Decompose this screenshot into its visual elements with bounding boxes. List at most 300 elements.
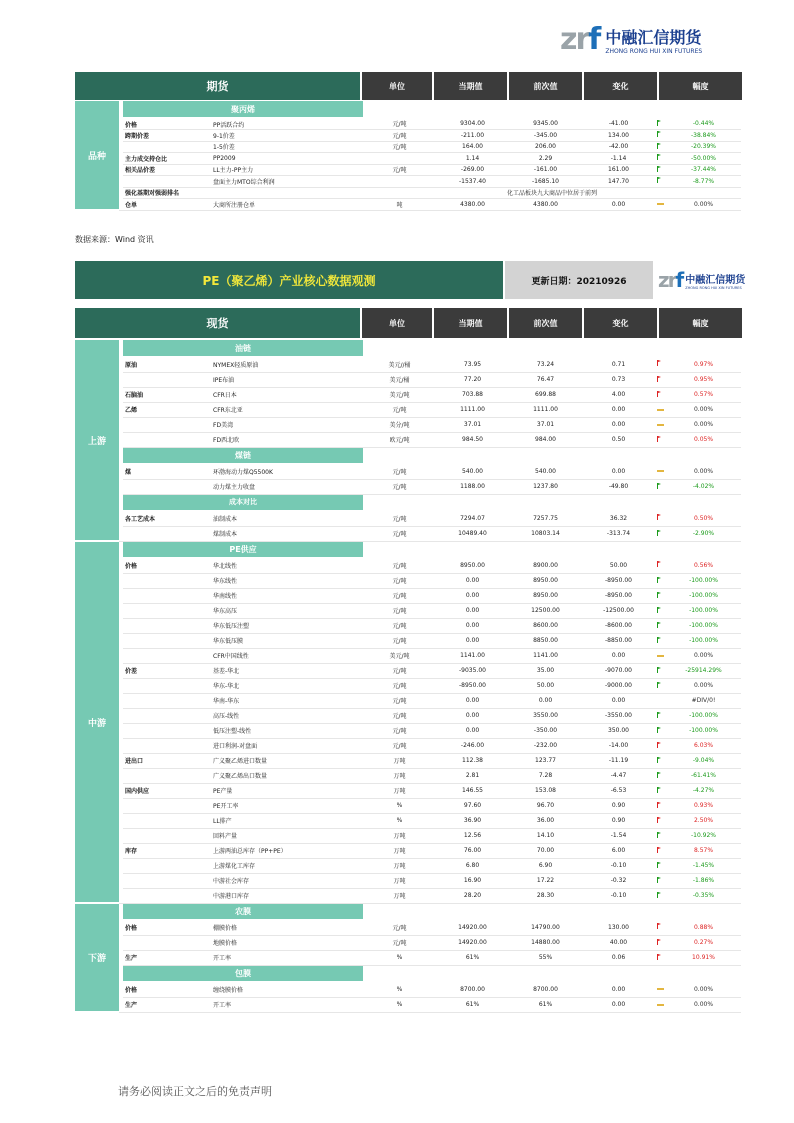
row-pct: -1.45%	[666, 858, 741, 873]
flat-bar-icon	[657, 988, 664, 990]
table-row	[75, 768, 741, 783]
row-category	[123, 141, 211, 153]
row-change: 40.00	[582, 935, 655, 950]
title-logo	[658, 268, 745, 292]
row-item: NYMEX轻质原油	[211, 357, 363, 372]
row-unit: 元/吨	[363, 479, 436, 494]
row-previous: -345.00	[509, 130, 582, 142]
row-category	[123, 573, 211, 588]
row-flag	[655, 783, 666, 798]
flag-down-icon	[657, 577, 662, 583]
row-previous: 3550.00	[509, 708, 582, 723]
row-change: 0.90	[582, 813, 655, 828]
row-category: 价格	[123, 982, 211, 997]
row-category: 原油	[123, 357, 211, 372]
data-source: 数据来源：Wind 资讯	[75, 235, 154, 244]
header-previous: 前次值	[509, 72, 582, 100]
row-previous: 9345.00	[509, 118, 582, 130]
flag-down-icon	[657, 607, 662, 613]
row-pct: -8.77%	[666, 176, 741, 188]
row-unit: 元/吨	[363, 573, 436, 588]
row-item: 9-1价差	[211, 130, 363, 142]
table-row	[75, 858, 741, 873]
row-current: 164.00	[436, 141, 509, 153]
zone-label: 下游	[75, 903, 119, 1012]
row-previous: 8850.00	[509, 633, 582, 648]
row-flag	[655, 618, 666, 633]
row-category	[123, 618, 211, 633]
sub-header-row	[75, 494, 741, 511]
header2-main: 现货	[75, 308, 360, 338]
row-item: 1-5价差	[211, 141, 363, 153]
row-flag	[655, 828, 666, 843]
zone-label: 上游	[75, 340, 119, 541]
row-previous: -350.00	[509, 723, 582, 738]
row-pct: -100.00%	[666, 723, 741, 738]
row-unit: 元/吨	[363, 708, 436, 723]
row-change: -8950.00	[582, 588, 655, 603]
row-pct: -100.00%	[666, 603, 741, 618]
table-row	[75, 648, 741, 663]
flag-down-icon	[657, 592, 662, 598]
row-unit: %	[363, 950, 436, 965]
row-unit: 元/吨	[363, 920, 436, 935]
table-row	[75, 588, 741, 603]
table-row	[75, 372, 741, 387]
table-row	[75, 618, 741, 633]
row-current: 146.55	[436, 783, 509, 798]
row-change: 0.00	[582, 693, 655, 708]
row-item: 煤制成本	[211, 526, 363, 541]
flag-up-icon	[657, 561, 662, 567]
row-item: 缠绕膜价格	[211, 982, 363, 997]
row-item: PE产量	[211, 783, 363, 798]
row-unit: %	[363, 997, 436, 1012]
row-pct: 0.93%	[666, 798, 741, 813]
table-row	[75, 118, 741, 130]
row-pct: 0.00%	[666, 997, 741, 1012]
flag-up-icon	[657, 514, 662, 520]
row-unit: 元/吨	[363, 693, 436, 708]
row-change: 0.00	[582, 997, 655, 1012]
row-item: PE开工率	[211, 798, 363, 813]
row-current: 10489.40	[436, 526, 509, 541]
header-current: 当期值	[434, 72, 507, 100]
row-pct: -25914.29%	[666, 663, 741, 678]
row-category: 库存	[123, 843, 211, 858]
row-pct: -100.00%	[666, 708, 741, 723]
row-previous: 984.00	[509, 432, 582, 447]
row-current: 0.00	[436, 723, 509, 738]
row-pct: -4.02%	[666, 479, 741, 494]
row-change: -3550.00	[582, 708, 655, 723]
flag-up-icon	[657, 847, 662, 853]
row-item: 大商所注册仓单	[211, 199, 363, 211]
row-current: 1188.00	[436, 479, 509, 494]
row-flag	[655, 997, 666, 1012]
row-pct: 0.56%	[666, 558, 741, 573]
row-flag	[655, 738, 666, 753]
row-pct: -0.35%	[666, 888, 741, 903]
row-pct: 2.50%	[666, 813, 741, 828]
header-unit: 单位	[362, 72, 432, 100]
table-row	[75, 176, 741, 188]
row-flag	[655, 935, 666, 950]
sub-header: 煤链	[123, 447, 363, 464]
row-previous: 206.00	[509, 141, 582, 153]
flat-bar-icon	[657, 203, 664, 205]
row-change: 0.90	[582, 798, 655, 813]
row-flag	[655, 130, 666, 142]
row-unit: 元/吨	[363, 526, 436, 541]
row-flag	[655, 633, 666, 648]
row-category: 相关品价差	[123, 164, 211, 176]
header2-pct: 幅度	[659, 308, 742, 338]
row-change: 6.00	[582, 843, 655, 858]
row-pct: 0.97%	[666, 357, 741, 372]
table-row	[75, 402, 741, 417]
row-item: 华北线性	[211, 558, 363, 573]
row-flag	[655, 432, 666, 447]
row-previous: 8900.00	[509, 558, 582, 573]
row-category	[123, 432, 211, 447]
header2-unit: 单位	[362, 308, 432, 338]
disclaimer: 请务必阅读正文之后的免责声明	[118, 1085, 272, 1098]
row-flag	[655, 573, 666, 588]
row-item: 油制成本	[211, 511, 363, 526]
row-previous: 14790.00	[509, 920, 582, 935]
row-current: 97.60	[436, 798, 509, 813]
row-flag	[655, 558, 666, 573]
sub-blank	[363, 541, 741, 558]
row-flag	[655, 663, 666, 678]
row-unit: 元/吨	[363, 118, 436, 130]
row-pct: 0.00%	[666, 648, 741, 663]
row-unit: 美元/吨	[363, 648, 436, 663]
row-previous: 1237.80	[509, 479, 582, 494]
row-flag	[655, 858, 666, 873]
flag-up-icon	[657, 360, 662, 366]
row-item: 华东-华北	[211, 678, 363, 693]
row-previous: 96.70	[509, 798, 582, 813]
row-item: 高压-线性	[211, 708, 363, 723]
row-flag	[655, 118, 666, 130]
table-row	[75, 723, 741, 738]
flag-down-icon	[657, 143, 662, 149]
flat-bar-icon	[657, 1004, 664, 1006]
flag-down-icon	[657, 787, 662, 793]
sub-blank	[363, 447, 741, 464]
row-item: 低压注塑-线性	[211, 723, 363, 738]
row-current: 14920.00	[436, 920, 509, 935]
row-change: 130.00	[582, 920, 655, 935]
row-flag	[655, 768, 666, 783]
table-row	[75, 479, 741, 494]
table-row	[75, 950, 741, 965]
row-previous: 28.30	[509, 888, 582, 903]
row-change: 350.00	[582, 723, 655, 738]
table-row	[75, 813, 741, 828]
header2-current: 当期值	[434, 308, 507, 338]
row-pct: -4.27%	[666, 783, 741, 798]
spot-table	[75, 340, 741, 1013]
row-change: -41.00	[582, 118, 655, 130]
row-current: 1111.00	[436, 402, 509, 417]
row-change: 0.73	[582, 372, 655, 387]
row-current: 7294.07	[436, 511, 509, 526]
flag-down-icon	[657, 772, 662, 778]
row-item: CFR日本	[211, 387, 363, 402]
row-item: PP活跃合约	[211, 118, 363, 130]
row-change: 0.50	[582, 432, 655, 447]
row-category: 生产	[123, 950, 211, 965]
row-item: 地膜价格	[211, 935, 363, 950]
row-category: 价差	[123, 663, 211, 678]
table-row	[75, 873, 741, 888]
row-previous: 8950.00	[509, 573, 582, 588]
row-category	[123, 723, 211, 738]
row-previous: 8700.00	[509, 982, 582, 997]
table-row	[75, 708, 741, 723]
row-item: 上游两油总库存（PP+PE）	[211, 843, 363, 858]
row-previous: 540.00	[509, 464, 582, 479]
row-current: 12.56	[436, 828, 509, 843]
row-unit: 元/吨	[363, 464, 436, 479]
row-category	[123, 858, 211, 873]
row-category	[123, 648, 211, 663]
row-previous: 36.00	[509, 813, 582, 828]
row-category: 生产	[123, 997, 211, 1012]
row-category: 各工艺成本	[123, 511, 211, 526]
row-item: 基差-华北	[211, 663, 363, 678]
row-flag	[655, 982, 666, 997]
row-pct: 8.57%	[666, 843, 741, 858]
row-item: 盘面主力MTO综合利润	[211, 176, 363, 188]
table-row	[75, 164, 741, 176]
row-flag	[655, 511, 666, 526]
row-pct: -100.00%	[666, 618, 741, 633]
row-item: LL主力-PP主力	[211, 164, 363, 176]
row-category: 价格	[123, 920, 211, 935]
row-unit: 元/吨	[363, 558, 436, 573]
row-flag	[655, 372, 666, 387]
row-unit: 元/吨	[363, 588, 436, 603]
report-title: PE（聚乙烯）产业核心数据观测	[75, 261, 503, 299]
table-row	[75, 783, 741, 798]
row-unit: 欧元/吨	[363, 432, 436, 447]
row-previous: 70.00	[509, 843, 582, 858]
logo-en: ZHONG RONG HUI XIN FUTURES	[605, 47, 703, 55]
table-row	[75, 199, 741, 211]
row-item: FD美湾	[211, 417, 363, 432]
row-category	[123, 603, 211, 618]
flag-down-icon	[657, 862, 662, 868]
row-unit: 万吨	[363, 768, 436, 783]
row-flag	[655, 464, 666, 479]
sub-header-row	[75, 541, 741, 558]
row-previous: 10803.14	[509, 526, 582, 541]
row-change: -8950.00	[582, 573, 655, 588]
logo-mark-small: zrf	[658, 268, 683, 292]
row-flag	[655, 588, 666, 603]
row-change: -0.10	[582, 888, 655, 903]
row-unit: 元/吨	[363, 130, 436, 142]
row-previous: 2.29	[509, 153, 582, 165]
row-previous: 35.00	[509, 663, 582, 678]
flag-up-icon	[657, 391, 662, 397]
row-flag	[655, 479, 666, 494]
row-pct: -100.00%	[666, 588, 741, 603]
row-change: 147.70	[582, 176, 655, 188]
row-unit: 美元/桶	[363, 372, 436, 387]
table-row	[75, 678, 741, 693]
row-item: 环渤海动力煤Q5500K	[211, 464, 363, 479]
row-change: 0.00	[582, 402, 655, 417]
row-pct: -100.00%	[666, 633, 741, 648]
row-category: 强化基期对强弱排名	[123, 187, 211, 199]
futures-header	[75, 72, 744, 100]
row-pct: -38.84%	[666, 130, 741, 142]
row-change: 50.00	[582, 558, 655, 573]
row-previous: 7.28	[509, 768, 582, 783]
table-row	[75, 920, 741, 935]
row-flag	[655, 888, 666, 903]
row-current: 0.00	[436, 573, 509, 588]
row-current: 9304.00	[436, 118, 509, 130]
row-unit: 万吨	[363, 753, 436, 768]
row-current: 984.50	[436, 432, 509, 447]
row-item: 华南-华东	[211, 693, 363, 708]
table-row	[75, 187, 741, 199]
row-unit: %	[363, 798, 436, 813]
row-pct: -1.86%	[666, 873, 741, 888]
row-flag	[655, 723, 666, 738]
table-row	[75, 130, 741, 142]
row-unit: 元/吨	[363, 402, 436, 417]
row-current: 540.00	[436, 464, 509, 479]
sub-blank	[363, 965, 741, 982]
table-row	[75, 663, 741, 678]
table-row	[75, 573, 741, 588]
row-item: 动力煤主力收盘	[211, 479, 363, 494]
flag-down-icon	[657, 483, 662, 489]
row-current: 73.95	[436, 357, 509, 372]
table-row	[75, 153, 741, 165]
row-current: 1.14	[436, 153, 509, 165]
row-unit	[363, 176, 436, 188]
table-row	[75, 798, 741, 813]
row-unit: 美元//桶	[363, 357, 436, 372]
row-unit: 元/吨	[363, 618, 436, 633]
sub-header: 成本对比	[123, 494, 363, 511]
row-unit: 万吨	[363, 843, 436, 858]
row-category: 进出口	[123, 753, 211, 768]
sub-blank	[363, 340, 741, 357]
flag-down-icon	[657, 637, 662, 643]
row-flag	[655, 141, 666, 153]
table-row	[75, 888, 741, 903]
row-change: -11.19	[582, 753, 655, 768]
row-previous: 1111.00	[509, 402, 582, 417]
row-item: 广义聚乙烯进口数量	[211, 753, 363, 768]
sub-blank	[363, 903, 741, 920]
header-change: 变化	[584, 72, 657, 100]
row-category: 价格	[123, 118, 211, 130]
row-change: -6.53	[582, 783, 655, 798]
flag-down-icon	[657, 682, 662, 688]
row-previous: 61%	[509, 997, 582, 1012]
row-flag	[655, 603, 666, 618]
flag-up-icon	[657, 817, 662, 823]
flag-down-icon	[657, 622, 662, 628]
row-flag	[655, 164, 666, 176]
row-current: -9035.00	[436, 663, 509, 678]
row-category	[123, 873, 211, 888]
row-category: 仓单	[123, 199, 211, 211]
row-flag	[655, 678, 666, 693]
row-category: 石脑油	[123, 387, 211, 402]
table-row	[75, 357, 741, 372]
row-pct: -2.90%	[666, 526, 741, 541]
row-item: CFR中国线性	[211, 648, 363, 663]
row-flag	[655, 693, 666, 708]
table-row	[75, 417, 741, 432]
row-change: 0.00	[582, 982, 655, 997]
row-flag	[655, 526, 666, 541]
sub-header: 农膜	[123, 903, 363, 920]
row-unit: 元/吨	[363, 738, 436, 753]
row-change: -42.00	[582, 141, 655, 153]
row-pct: 0.00%	[666, 464, 741, 479]
table-row	[75, 843, 741, 858]
row-flag	[655, 950, 666, 965]
row-current: 0.00	[436, 633, 509, 648]
row-change: -1.14	[582, 153, 655, 165]
row-unit: 万吨	[363, 888, 436, 903]
row-previous: 8600.00	[509, 618, 582, 633]
row-category	[123, 888, 211, 903]
row-category: 跨期价差	[123, 130, 211, 142]
row-change: 161.00	[582, 164, 655, 176]
zone-label: 中游	[75, 541, 119, 903]
row-category	[123, 813, 211, 828]
logo-mark: zrf	[560, 22, 600, 57]
row-previous: 8950.00	[509, 588, 582, 603]
sub-header-row	[75, 340, 741, 357]
row-pct: 0.00%	[666, 199, 741, 211]
row-change: 134.00	[582, 130, 655, 142]
row-change: 0.00	[582, 648, 655, 663]
table-row	[75, 141, 741, 153]
row-item: 回料产量	[211, 828, 363, 843]
row-current: -211.00	[436, 130, 509, 142]
row-flag	[655, 843, 666, 858]
sub-header-row	[75, 447, 741, 464]
row-previous: 50.00	[509, 678, 582, 693]
row-current: -246.00	[436, 738, 509, 753]
row-unit: 元/吨	[363, 511, 436, 526]
table-row	[75, 997, 741, 1012]
row-item: 开工率	[211, 950, 363, 965]
flat-bar-icon	[657, 655, 664, 657]
row-change: -4.47	[582, 768, 655, 783]
header2-previous: 前次值	[509, 308, 582, 338]
row-pct: #DIV/0!	[666, 693, 741, 708]
header-main: 期货	[75, 72, 360, 100]
row-category	[123, 633, 211, 648]
row-item: 华南线性	[211, 588, 363, 603]
sub-header: 油链	[123, 340, 363, 357]
